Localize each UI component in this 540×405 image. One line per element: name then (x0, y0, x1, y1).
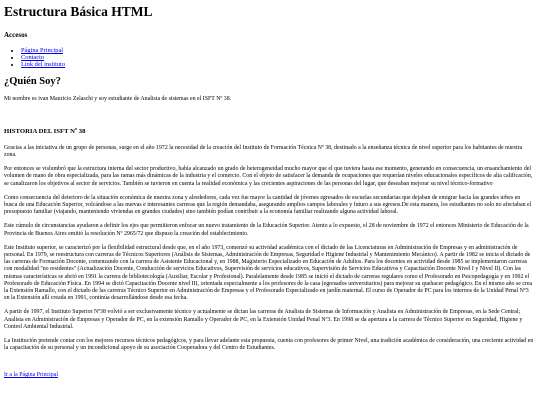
historia-paragraph: Gracias a las iniciativa de un grupo de personas, surge en el año 1972 la necesidad de la creación del Instituto de Formación Técnica Nº 38, destinado a la enseñanza técnica de nivel superior para los habitantes de nuestra zona. (4, 144, 523, 159)
page-content (4, 0, 534, 381)
link-pagina-principal[interactable]: Página Principal (21, 47, 64, 54)
historia-paragraph: Como consecuencia del deterioro de la situación económica de nuestra zona y alrededores, cada vez fue mayor la cantidad de jóvenes egresados de escuelas secundarias que dejaban de emigrar hacia las grandes urbes en busca de una Educación Superior, volcándose a las nuevas e interesantes carreras que la región demandaba, asegurando amplios campos laborales y futuro a sus egresos.De esta manera, los estudiantes no solo no afectaban el presupuesto familiar (viajando, manteniendo viviendas en grandes ciudades) sino también podían contribuir a la economía familiar realizando alguna actividad laboral. (4, 194, 532, 216)
list-item (21, 61, 534, 68)
accesos-heading: Accesos (4, 31, 28, 39)
list-item (21, 54, 534, 61)
accesos-list (4, 47, 534, 69)
historia-paragraph: Este Instituto superior, se caracterizó por la flexibilidad estructural desde que, en el año 1973, comenzó su actividad académica con el dictado de las Licenciaturas en Administración de Empresas y en administración de personal. En 1979, se reestructura con carreras de Técnicos Superiores (Análisis de Sistemas, Administración de Empresas, Seguridad e Higiene Industrial y Mantenimiento Mecánico). A partir de 1982 se inicia el dictado de las carreras de Formación Docente, comenzando con la carrera de Asistente Educacional y, en 1988, Magisterio Especializado en Educación de Adultos. Para los docentes en actividad desde 1985 se implementaron carreras con modalidad "no residentes" (Actualización Docente, Conducción de servicios Educativos, Supervisión de servicios educativos, Supervisión de Servicios Educativos y Capacitación Docente Nivel I y Nivel II). Con las mismas características se abrió en 1991 la carrera de bibliotecología (Auxiliar, Escolar y Profesional). Paralelamente desde 1985 se inició el dictado de carreras regulares como el Profesorado en Psicopedagogía y en 1992 el Profesorado de Educación Física. En 1994 se dictó Capacitación Docente nivel III, orientada especialmente a los profesores de la casa (egresados universitarios) para mejorar su quehacer pedagógico. En el mismo año se crea la Extensión Ramallo, con el dictado de las carreras Técnico Superior en Administración de Empresas y el Profesorado Especializado en jardín maternal. El curso de Operador de PC para los internos de la Unidad Penal Nº3 en la Extensión allí creada en 1991, continúa desarrollándose desde esa fecha. (4, 244, 533, 302)
historia-paragraph: Por entonces se vislumbró que la estructura interna del sector productivo, había alcanzado un grado de heterogeneidad mucho mayor que el que tuviera hasta ese momento, generando en consecuencia, un ensanchamiento del volumen de mano de obra especializada, para las ramas más dinámicas de la industria y el comercio. Con el objeto de satisfacer la demanda de ocupaciones que requerían niveles educacionales específicos de alta calificación, se canalizaron los objetivos al sector de servicios. También se tuvieron en cuenta la realidad económica y las crecientes aspiraciones de las personas del lugar, que deseaban mejorar su nivel técnico-formativo (4, 166, 533, 187)
page-title: Estructura Básica HTML (4, 4, 153, 19)
historia-paragraph: Este cúmulo de circunstancias ayudaron a definir los ejes que permitieron enfocar un nuevo tratamiento de la Educación Superior. Atento a lo expuesto, el 28 de noviembre de 1972 el entonces Ministerio de Educación de la Provincia de Buenos Aires emitió la resolución Nº 2965/72 que dispuso la creación del establecimiento. (4, 223, 529, 237)
link-contacto[interactable]: Contacto (21, 54, 45, 62)
historia-heading: HISTORIA DEL ISFT Nº 38 (4, 127, 86, 135)
link-instituto[interactable]: Link del instituto (21, 61, 66, 69)
historia-paragraph: A partir de 1997, el Instituto Superior Nº38 volvió a ser exclusivamente técnico y actualmente se dictan las carreras de Analista de Sistemas de Información y Analista en Administración de Empresas, en la Sede Central; Analista en Administración de Empresas y Operador de PC, en la extensión Ramallo y Operador de PC, en la Extensión Unidad Penal Nº3. En 1998 se da apertura a la carrera de Técnico Superior en Seguridad, Higiene y Control Ambiental Industrial. (4, 309, 523, 330)
list-item (21, 47, 534, 54)
footer-link-pagina-principal[interactable]: Ir a la Página Principal (4, 372, 58, 379)
quien-soy-heading: ¿Quién Soy? (4, 75, 61, 87)
intro-paragraph: Mi nombre es ivan Mauricio Zelaschi y soy estudiante de Analista de sistemas en el ISFT Nº 38. (4, 95, 232, 102)
footer (4, 363, 534, 381)
historia-paragraph: La Institución pretende contar con los mejores recursos técnicos pedagógicos, y para llevar adelante esta propuesta, cuenta con profesores de primer Nivel, una tradición académica de consideración, una creciente actividad en la capacitación de su personal y un incondicional apoyo de su asociación Cooperadora y del Centro de Estudiantes. (4, 338, 534, 352)
